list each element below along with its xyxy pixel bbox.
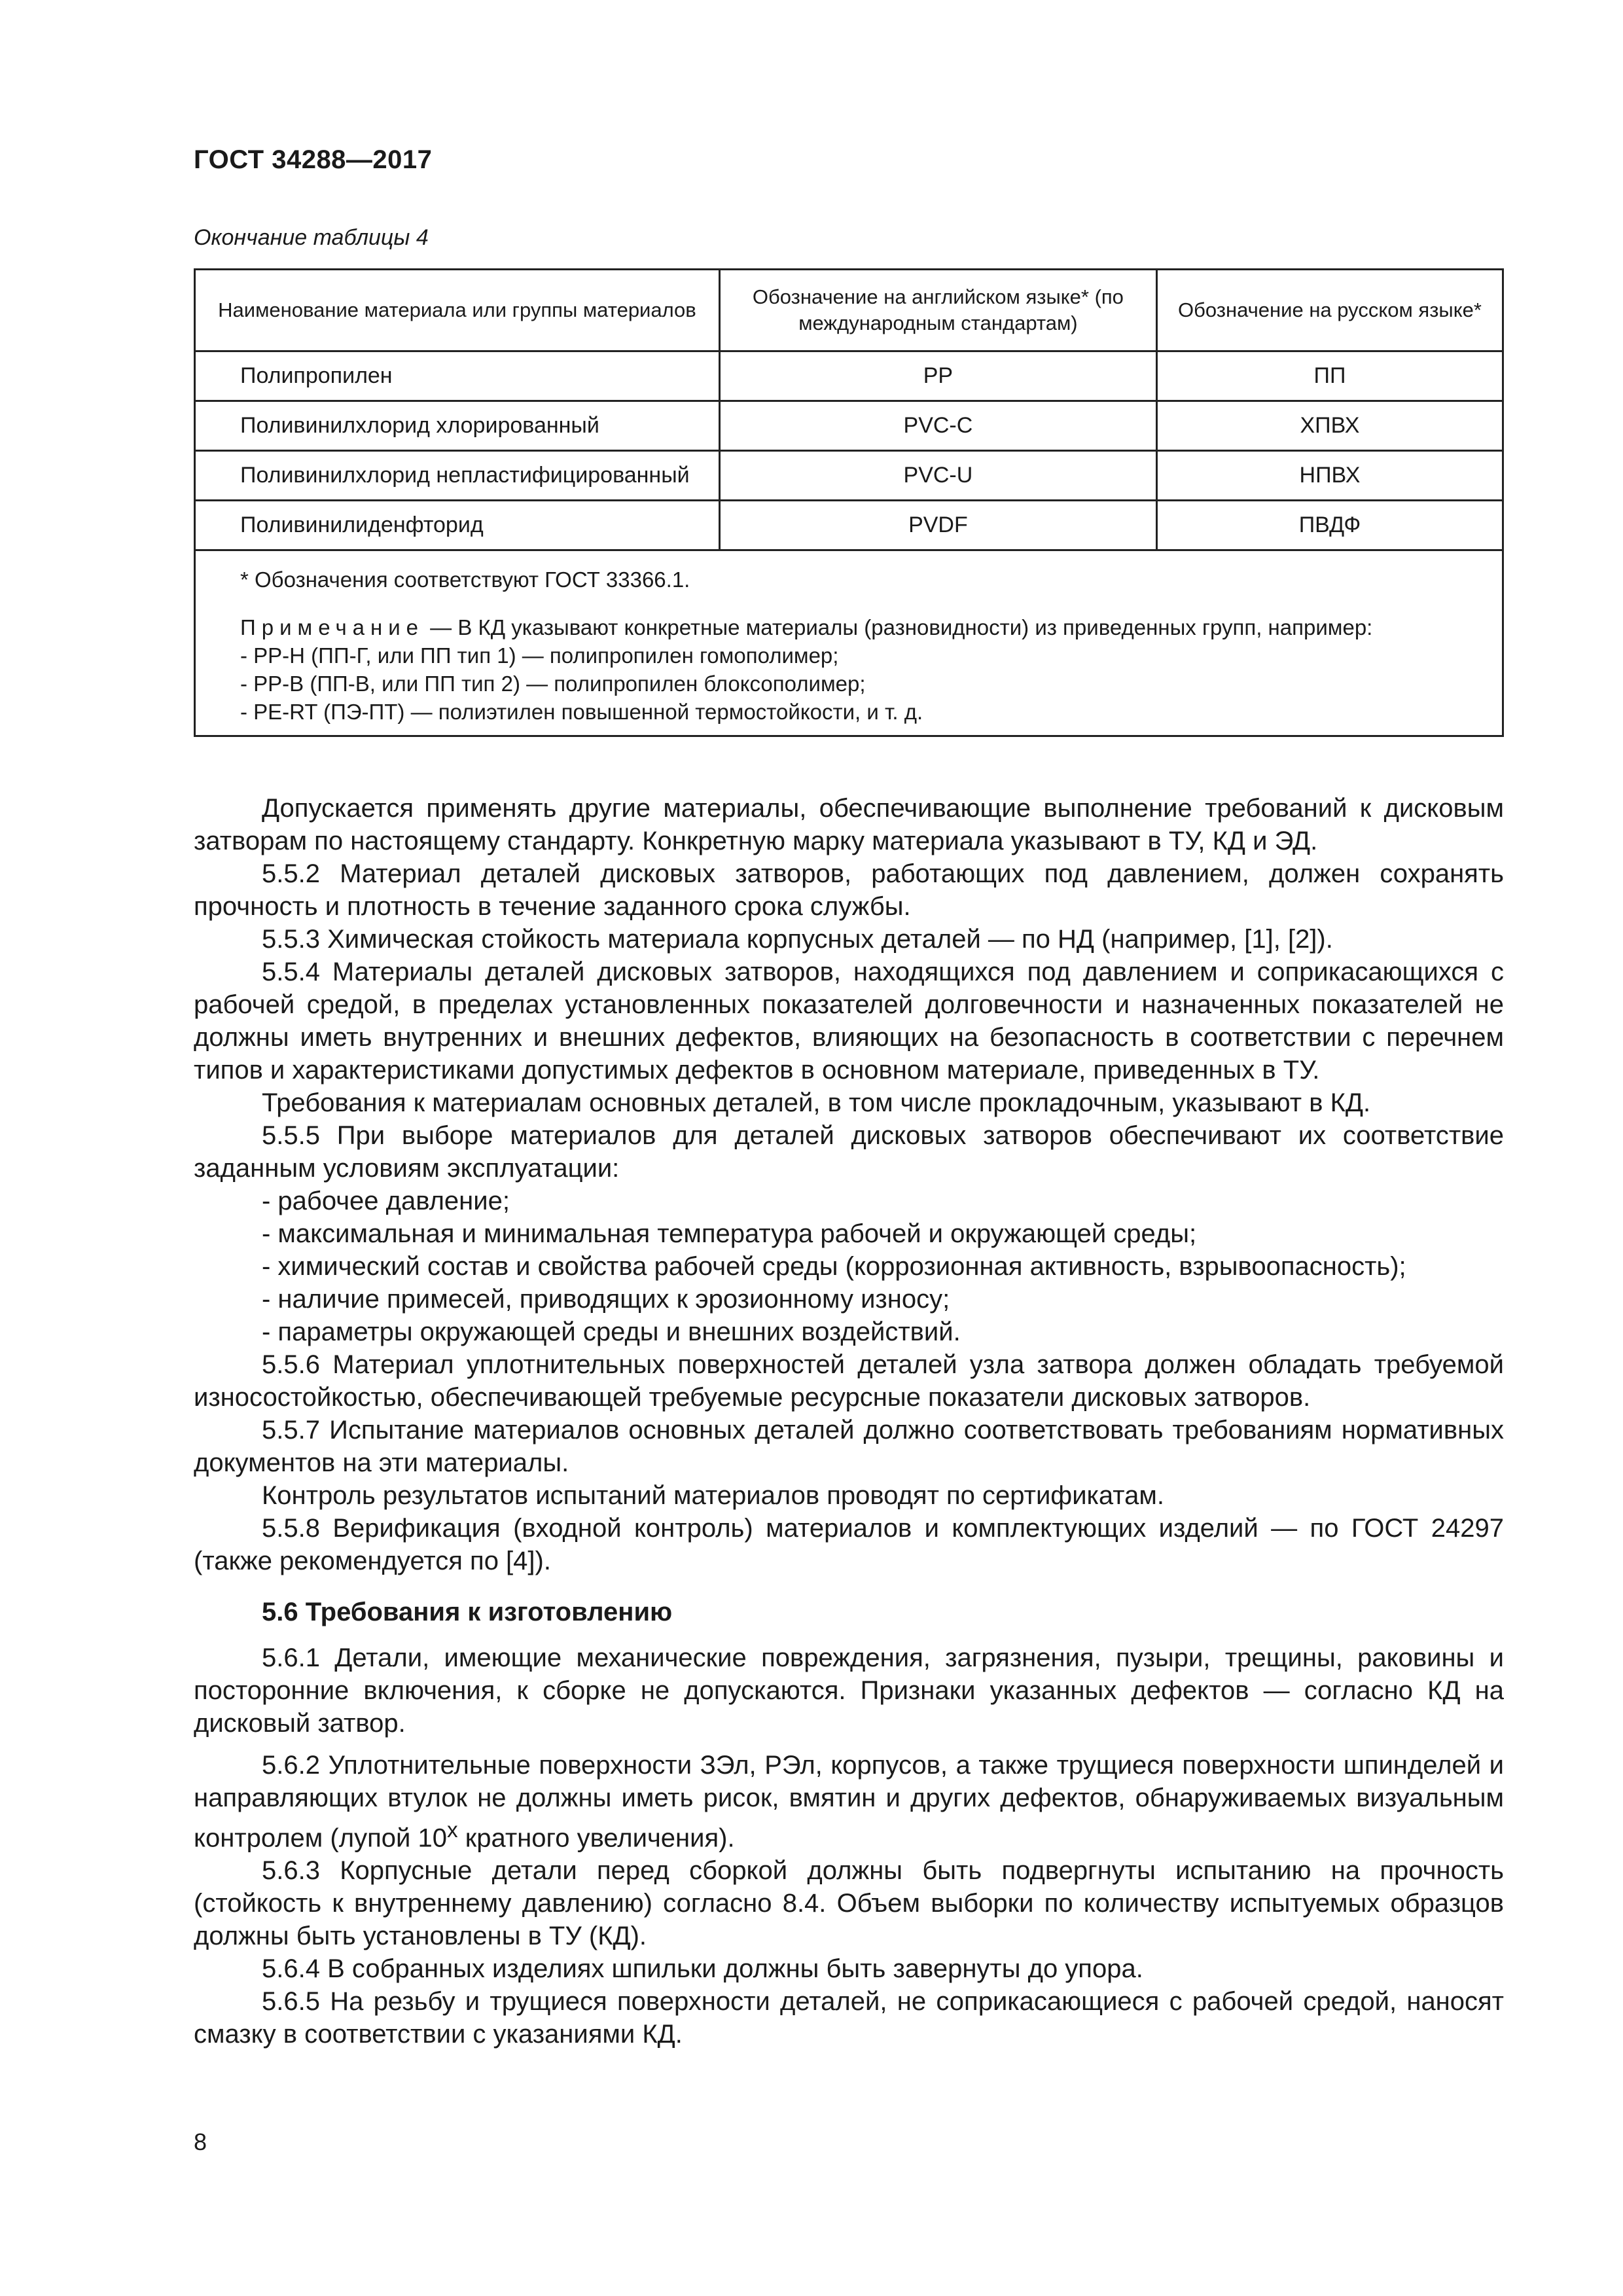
superscript: х — [446, 1818, 458, 1842]
english-code: PVC-U — [719, 451, 1156, 501]
note-item: - PP-H (ПП-Г, или ПП тип 1) — полипропилен гомополимер; — [240, 643, 839, 668]
russian-code: ХПВХ — [1156, 401, 1503, 451]
material-name: Поливинилхлорид хлорированный — [195, 401, 720, 451]
clause-5-5-7: 5.5.7 Испытание материалов основных деталей должно соответствовать требованиям нормативных документов на эти материалы. — [194, 1416, 1504, 1477]
table-row — [195, 401, 1503, 451]
table-row — [195, 351, 1503, 401]
clause-5-6-2 — [194, 1749, 1504, 1854]
list-item: - максимальная и минимальная температура рабочей и окружающей среды; — [262, 1219, 1197, 1248]
clause-5-6-5: 5.6.5 На резьбу и трущиеся поверхности деталей, не соприкасающиеся с рабочей средой, наносят смазку в соответствии с указаниями КД. — [194, 1987, 1504, 2049]
column-header-material: Наименование материала или группы материалов — [195, 270, 720, 351]
materials-table — [194, 268, 1504, 737]
column-header-russian: Обозначение на русском языке* — [1156, 270, 1503, 351]
clause-5-6-1: 5.6.1 Детали, имеющие механические повреждения, загрязнения, пузыри, трещины, раковины и посторонние включения, к сборке не допускаются. Признаки указанных дефектов — согласно КД на дисковый затвор. — [194, 1643, 1504, 1738]
table-footer — [195, 550, 1503, 736]
list-item: - параметры окружающей среды и внешних воздействий. — [262, 1318, 961, 1346]
clause-5-6-3: 5.6.3 Корпусные детали перед сборкой должны быть подвергнуты испытанию на прочность (стойкость к внутреннему давлению) согласно 8.4. Объем выборки по количеству испытуемых образцов должны быть установлены в ТУ (КД). — [194, 1856, 1504, 1951]
clause-5-5-6: 5.5.6 Материал уплотнительных поверхностей деталей узла затвора должен обладать требуемой износостойкостью, обеспечивающей требуемые ресурсные показатели дисковых затворов. — [194, 1350, 1504, 1412]
clause-5-5-3: 5.5.3 Химическая стойкость материала корпусных деталей — по НД (например, [1], [2]). — [262, 925, 1333, 954]
list-item: - химический состав и свойства рабочей среды (коррозионная активность, взрывоопасность); — [262, 1252, 1406, 1281]
section-heading: 5.6 Требования к изготовлению — [262, 1598, 673, 1626]
body-text — [194, 792, 1504, 2051]
table-row — [195, 451, 1503, 501]
material-name: Поливинилхлорид непластифицированный — [195, 451, 720, 501]
clause-text: 5.6.2 Уплотнительные поверхности ЗЭл, РЭл, корпусов, а также трущиеся поверхности шпинделей и направляющих втулок не должны иметь рисок, вмятин и других дефектов, обнаруживаемых визуальным контролем (лупой 10 — [194, 1751, 1504, 1853]
clause-5-5-2: 5.5.2 Материал деталей дисковых затворов, работающих под давлением, должен сохранять прочность и плотность в течение заданного срока службы. — [194, 859, 1504, 921]
clause-5-5-5: 5.5.5 При выборе материалов для деталей дисковых затворов обеспечивают их соответствие заданным условиям эксплуатации: — [194, 1121, 1504, 1183]
table-footnote: * Обозначения соответствуют ГОСТ 33366.1. — [240, 567, 690, 592]
russian-code: ПВДФ — [1156, 501, 1503, 550]
material-name: Полипропилен — [195, 351, 720, 401]
english-code: PVDF — [719, 501, 1156, 550]
clause-5-5-8: 5.5.8 Верификация (входной контроль) материалов и комплектующих изделий — по ГОСТ 24297 (также рекомендуется по [4]). — [194, 1514, 1504, 1575]
column-header-english: Обозначение на английском языке* (по международным стандартам) — [719, 270, 1156, 351]
table-row — [195, 501, 1503, 550]
table-caption: Окончание таблицы 4 — [194, 225, 429, 250]
note-label: Примечание — [240, 615, 425, 639]
clause-text: кратного увеличения). — [457, 1823, 735, 1853]
paragraph: Допускается применять другие материалы, обеспечивающие выполнение требований к дисковым затворам по настоящему стандарту. Конкретную марку материала указывают в ТУ, КД и ЭД. — [194, 794, 1504, 855]
russian-code: ПП — [1156, 351, 1503, 401]
table-note — [240, 613, 1486, 641]
paragraph: Контроль результатов испытаний материалов проводят по сертификатам. — [262, 1481, 1165, 1510]
paragraph: Требования к материалам основных деталей, в том числе прокладочным, указывают в КД. — [262, 1088, 1371, 1117]
document-header: ГОСТ 34288—2017 — [194, 145, 433, 174]
clause-5-5-4: 5.5.4 Материалы деталей дисковых затворов, находящихся под давлением и соприкасающихся с рабочей средой, в пределах установленных показателей долговечности и назначенных показателей не должны иметь внутренних и внешних дефектов, влияющих на безопасность в соответствии с перечнем типов и характеристиками допустимых дефектов в основном материале, приведенных в ТУ. — [194, 958, 1504, 1085]
table-header-row — [195, 270, 1503, 351]
note-item: - PE-RT (ПЭ-ПТ) — полиэтилен повышенной термостойкости, и т. д. — [240, 700, 923, 724]
note-text: — В КД указывают конкретные материалы (разновидности) из приведенных групп, например: — [424, 615, 1373, 639]
russian-code: НПВХ — [1156, 451, 1503, 501]
list-item: - наличие примесей, приводящих к эрозионному износу; — [262, 1285, 950, 1314]
english-code: PP — [719, 351, 1156, 401]
note-item: - PP-B (ПП-В, или ПП тип 2) — полипропилен блоксополимер; — [240, 672, 866, 696]
page-number: 8 — [194, 2128, 207, 2155]
english-code: PVC-C — [719, 401, 1156, 451]
material-name: Поливинилиденфторид — [195, 501, 720, 550]
list-item: - рабочее давление; — [262, 1187, 510, 1215]
clause-5-6-4: 5.6.4 В собранных изделиях шпильки должны быть завернуты до упора. — [262, 1954, 1143, 1984]
table-footer-row — [195, 550, 1503, 736]
